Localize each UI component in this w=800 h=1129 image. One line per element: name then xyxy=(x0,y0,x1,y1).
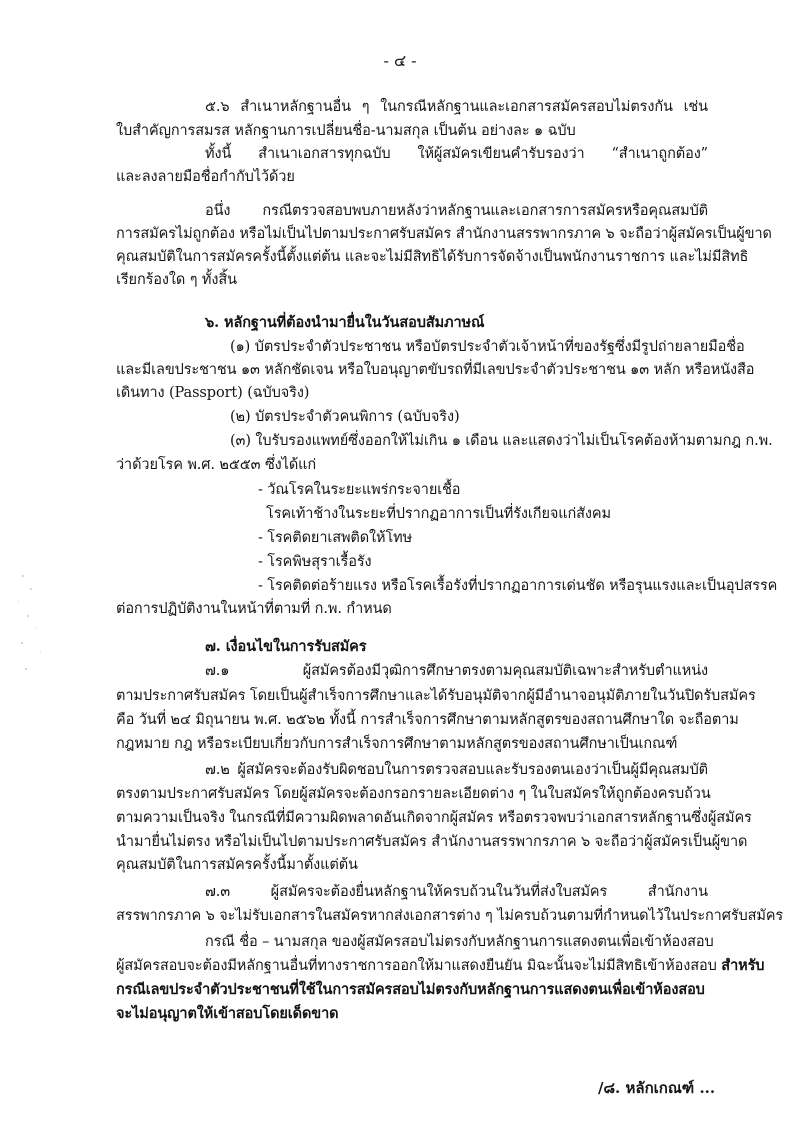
condition-7-3-line-2: สรรพากรภาค ๖ จะไม่รับเอกสารในสมัครหากส่งเอกสารต่าง ๆ ไม่ครบถ้วนตามที่กำหนดไว้ในประกาศรับสมัคร xyxy=(116,908,784,924)
disease-item-3: - โรคติดยาเสพติดให้โทษ xyxy=(258,530,413,546)
condition-7-2-line-4: นำมายื่นไม่ตรง หรือไม่เป็นไปตามประกาศรับสมัคร สำนักงานสรรพากรภาค ๖ จะถือว่าผู้สมัครเป็นผู้ขาด xyxy=(116,834,748,850)
name-mismatch-line-2 xyxy=(116,956,765,976)
condition-7-3-line-1: ๗.๓ ผู้สมัครจะต้องยื่นหลักฐานให้ครบถ้วนในวันที่ส่งใบสมัคร สำนักงาน xyxy=(205,884,708,900)
disease-item-2: โรคเท้าช้างในระยะที่ปรากฏอาการเป็นที่รังเกียจแก่สังคม xyxy=(266,506,611,522)
condition-7-1-line-1: ๗.๑ ผู้สมัครต้องมีวุฒิการศึกษาตรงตามคุณสมบัติเฉพาะสำหรับตำแหน่ง xyxy=(205,663,708,679)
item-5-6-line-1: ๕.๖ สำเนาหลักฐานอื่น ๆ ในกรณีหลักฐานและเอกสารสมัครสอบไม่ตรงกัน เช่น xyxy=(205,99,708,115)
disease-item-1: - วัณโรคในระยะแพร่กระจายเชื้อ xyxy=(258,482,461,498)
condition-7-1-line-2: ตามประกาศรับสมัคร โดยเป็นผู้สำเร็จการศึกษาและได้รับอนุมัติจากผู้มีอำนาจอนุมัติภายในวันปิดรับสมัคร xyxy=(116,688,756,704)
condition-7-1-line-4: กฎหมาย กฎ หรือระเบียบเกี่ยวกับการสำเร็จการศึกษาตามหลักสูตรของสถานศึกษาเป็นเกณฑ์ xyxy=(116,736,678,752)
evidence-item-1-line-2: และมีเลขประชาชน ๑๓ หลักชัดเจน หรือใบอนุญาตขับรถที่มีเลขประจำตัวประชาชน ๑๓ หลัก หรือหนังสือ xyxy=(116,362,755,378)
certify-line-2: และลงลายมือชื่อกำกับไว้ด้วย xyxy=(116,169,295,185)
note-line-2: การสมัครไม่ถูกต้อง หรือไม่เป็นไปตามประกาศรับสมัคร สำนักงานสรรพากรภาค ๖ จะถือว่าผู้สมัครเป็นผู้ขาด xyxy=(116,226,772,242)
scan-speck xyxy=(18,601,19,602)
note-line-4: เรียกร้องใด ๆ ทั้งสิ้น xyxy=(116,272,237,288)
disease-item-5-line-2: ต่อการปฏิบัติงานในหน้าที่ตามที่ ก.พ. กำหนด xyxy=(116,601,392,617)
condition-7-2-line-5: คุณสมบัติในการสมัครครั้งนี้มาตั้งแต่ต้น xyxy=(116,857,358,873)
name-mismatch-line-2-text: ผู้สมัครสอบจะต้องมีหลักฐานอื่นที่ทางราชการออกให้มาแสดงยืนยัน มิฉะนั้นจะไม่มีสิทธิเข้าห้องสอบ xyxy=(116,958,717,974)
evidence-item-3-line-2: ว่าด้วยโรค พ.ศ. ๒๕๕๓ ซึ่งได้แก่ xyxy=(116,457,317,473)
evidence-item-1-line-1: (๑) บัตรประจำตัวประชาชน หรือบัตรประจำตัวเจ้าหน้าที่ของรัฐซึ่งมีรูปถ่ายลายมือชื่อ xyxy=(230,339,745,355)
note-line-3: คุณสมบัติในการสมัครครั้งนี้ตั้งแต่ต้น และจะไม่มีสิทธิได้รับการจัดจ้างเป็นพนักงานราชการ และไม่มีสิทธิ xyxy=(116,249,749,265)
item-5-6-line-2: ใบสำคัญการสมรส หลักฐานการเปลี่ยนชื่อ-นามสกุล เป็นต้น อย่างละ ๑ ฉบับ xyxy=(116,123,576,139)
id-mismatch-line-2: จะไม่อนุญาตให้เข้าสอบโดยเด็ดขาด xyxy=(116,1005,339,1022)
certify-line-1: ทั้งนี้ สำเนาเอกสารทุกฉบับ ให้ผู้สมัครเขียนคำรับรองว่า “สำเนาถูกต้อง” xyxy=(205,146,708,162)
scan-speck xyxy=(30,588,32,590)
evidence-item-3-line-1: (๓) ใบรับรองแพทย์ซึ่งออกให้ไม่เกิน ๑ เดือน และแสดงว่าไม่เป็นโรคต้องห้ามตามกฎ ก.พ. xyxy=(230,433,773,449)
page-number: - ๔ - xyxy=(383,51,417,70)
name-mismatch-line-1: กรณี ชื่อ – นามสกุล ของผู้สมัครสอบไม่ตรงกับหลักฐานการแสดงตนเพื่อเข้าห้องสอบ xyxy=(205,934,714,950)
note-line-1: อนึ่ง กรณีตรวจสอบพบภายหลังว่าหลักฐานและเอกสารการสมัครหรือคุณสมบัติ xyxy=(205,203,708,219)
condition-7-2-line-2: ตรงตามประกาศรับสมัคร โดยผู้สมัครจะต้องกรอกรายละเอียดต่าง ๆ ในใบสมัครให้ถูกต้องครบถ้วน xyxy=(116,786,711,802)
id-mismatch-line-1: กรณีเลขประจำตัวประชาชนที่ใช้ในการสมัครสอบไม่ตรงกับหลักฐานการแสดงตนเพื่อเข้าห้องสอบ xyxy=(116,981,705,998)
evidence-item-1-line-3: เดินทาง (Passport) (ฉบับจริง) xyxy=(116,385,310,401)
scan-speck xyxy=(22,575,24,577)
scan-speck xyxy=(21,642,23,644)
condition-7-2-line-3: ตามความเป็นจริง ในกรณีที่มีความผิดพลาดอันเกิดจากผู้สมัคร หรือตรวจพบว่าเอกสารหลักฐานซึ่งผู้สมัคร xyxy=(116,810,752,826)
scan-speck xyxy=(40,652,41,653)
scan-speck xyxy=(27,615,29,617)
next-page-footer: /๘. หลักเกณฑ์ ... xyxy=(598,1079,716,1097)
name-mismatch-line-2-bold: สำหรับ xyxy=(721,957,765,974)
scan-speck xyxy=(25,668,27,670)
section-6-heading: ๖. หลักฐานที่ต้องนำมายื่นในวันสอบสัมภาษณ์ xyxy=(205,314,485,331)
disease-item-5-line-1: - โรคติดต่อร้ายแรง หรือโรคเรื้อรังที่ปรากฏอาการเด่นชัด หรือรุนแรงและเป็นอุปสรรค xyxy=(258,578,778,594)
scan-speck xyxy=(35,628,36,629)
section-7-heading: ๗. เงื่อนไขในการรับสมัคร xyxy=(205,638,367,655)
evidence-item-2: (๒) บัตรประจำตัวคนพิการ (ฉบับจริง) xyxy=(230,409,460,425)
condition-7-2-line-1: ๗.๒ ผู้สมัครจะต้องรับผิดชอบในการตรวจสอบและรับรองตนเองว่าเป็นผู้มีคุณสมบัติ xyxy=(205,762,708,778)
condition-7-1-line-3: คือ วันที่ ๒๔ มิถุนายน พ.ศ. ๒๕๖๒ ทั้งนี้ การสำเร็จการศึกษาตามหลักสูตรของสถานศึกษาใด จะถือตาม xyxy=(116,712,739,728)
disease-item-4: - โรคพิษสุราเรื้อรัง xyxy=(258,554,372,570)
